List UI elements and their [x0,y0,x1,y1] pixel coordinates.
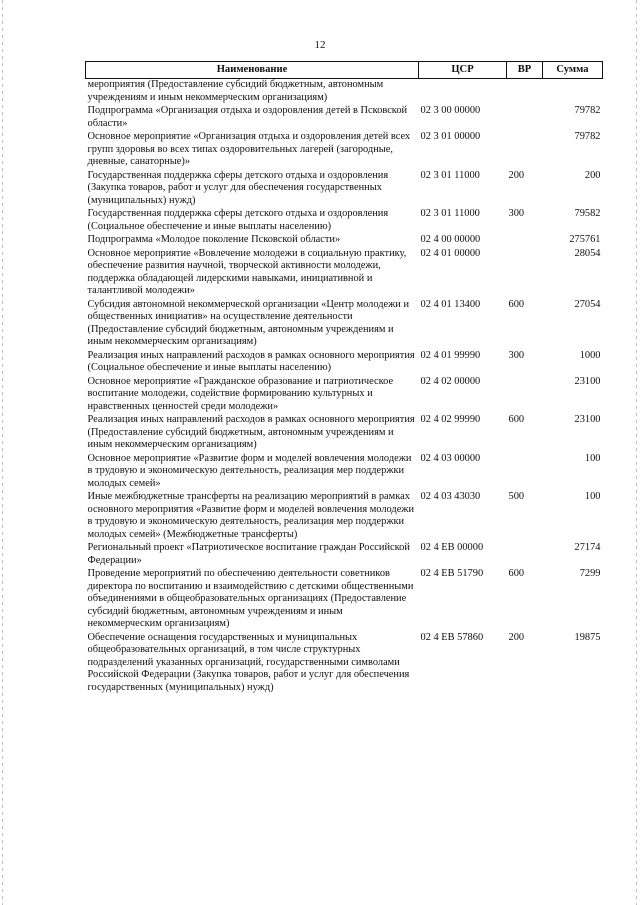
table-row [86,491,603,542]
row-name: Реализация иных направлений расходов в рамках основного мероприятия (Предоставление субсидий бюджетным, автономным учреждениям и иным некоммерческим организациям) [87,414,415,450]
row-sum: 19875 [574,631,601,643]
row-csr: 02 4 01 00000 [420,247,481,259]
row-sum: 23100 [574,375,601,387]
table-row [86,542,603,568]
row-sum: 79782 [574,131,601,142]
row-name: Региональный проект «Патриотическое воспитание граждан Российской Федерации» [87,542,410,566]
row-sum: 275761 [569,234,601,245]
row-name: Реализация иных направлений расходов в рамках основного мероприятия (Социальное обеспечение и иные выплаты населению) [87,349,415,373]
row-vr [507,131,543,170]
row-csr: 02 4 02 00000 [420,375,481,387]
budget-table [85,61,603,695]
row-sum: 100 [584,491,601,502]
row-name: Основное мероприятие «Вовлечение молодежи в социальную практику, обеспечение развития научной, творческой активности молодежи, поддержка обладающей лидерскими навыками, инициативной и талантливой молодежи» [87,247,407,296]
row-vr: 500 [508,491,525,502]
row-name: Субсидия автономной некоммерческой организации «Центр молодежи и общественных инициатив» на осуществление деятельности (Предоставление субсидий бюджетным, автономным учреждениям и иным некоммерческим организациям) [87,298,410,347]
row-vr [507,248,543,299]
row-csr: 02 3 01 11000 [420,208,480,219]
table-row [86,79,603,106]
header-csr: ЦСР [419,62,507,79]
row-sum: 27054 [574,298,601,310]
row-csr: 02 4 01 13400 [420,298,481,310]
row-vr: 300 [508,208,525,219]
page-number: 12 [314,39,326,51]
row-vr [507,105,543,131]
row-csr: 02 3 01 00000 [420,131,481,142]
scan-edge-left [2,0,3,905]
row-vr: 300 [508,349,525,361]
row-name: Государственная поддержка сферы детского отдыха и оздоровления (Социальное обеспечение и иные выплаты населению) [87,208,389,232]
row-vr [507,376,543,415]
row-sum: 200 [584,169,601,181]
row-sum: 23100 [574,414,601,425]
header-vr: ВР [507,62,543,79]
table-row [86,632,603,696]
row-name: Основное мероприятие «Организация отдыха и оздоровления детей всех групп здоровья во всех типах оздоровительных лагерей (загородные, дневные, санаторные)» [87,131,411,167]
row-name: Подпрограмма «Молодое поколение Псковской области» [87,234,341,245]
row-csr: 02 3 01 11000 [420,169,480,181]
row-sum: 100 [584,452,601,464]
row-sum: 79782 [574,105,601,116]
row-csr: 02 3 00 00000 [420,105,481,116]
table-row [86,376,603,415]
table-row [86,234,603,248]
row-sum: 27174 [574,542,601,553]
row-vr: 600 [508,298,525,310]
row-name: Иные межбюджетные трансферты на реализацию мероприятий в рамках основного мероприятия «Развитие форм и моделей вовлечения молодежи в трудовую и экономическую деятельность, реализация мер поддержки молодых семей» (Межбюджетные трансферты) [87,491,415,540]
row-sum: 79582 [574,208,601,219]
table-header-row [86,62,603,79]
row-name: Основное мероприятие «Развитие форм и моделей вовлечения молодежи в трудовую и экономическую деятельность, реализация мер поддержки молодых семей» [87,452,412,489]
row-csr: 02 4 ЕВ 51790 [420,568,484,579]
table-row [86,170,603,209]
row-name: Основное мероприятие «Гражданское образование и патриотическое воспитание молодежи, содействие формированию культурных и нравственных ценностей среди молодежи» [87,375,394,412]
row-name: Проведение мероприятий по обеспечению деятельности советников директора по воспитанию и взаимодействию с детскими общественными объединениями в общеобразовательных организациях (Предоставление субсидий бюджетным, автономным учреждениям и иным некоммерческим организациям) [87,568,414,629]
row-csr: 02 4 ЕВ 00000 [420,542,484,553]
row-csr: 02 4 03 00000 [420,452,481,464]
row-csr [419,79,507,106]
row-sum: 1000 [579,349,601,361]
row-vr: 600 [508,568,525,579]
row-vr: 200 [508,169,525,181]
table-row [86,350,603,376]
row-sum [543,79,603,106]
row-csr: 02 4 ЕВ 57860 [420,631,484,643]
scan-edge-right [636,0,637,905]
table-row [86,414,603,453]
row-sum: 7299 [579,568,601,579]
table-row [86,208,603,234]
row-vr [507,234,543,248]
row-vr [507,79,543,106]
row-sum: 28054 [574,247,601,259]
header-name: Наименование [86,62,419,79]
row-csr: 02 4 01 99990 [420,349,481,361]
row-csr: 02 4 02 99990 [420,414,481,425]
row-csr: 02 4 03 43030 [420,491,481,502]
row-vr [507,542,543,568]
row-vr: 200 [508,631,525,643]
row-name: мероприятия (Предоставление субсидий бюджетным, автономным учреждениям и иным некоммерческим организациям) [87,79,384,103]
table-row [86,453,603,492]
row-csr: 02 4 00 00000 [420,234,481,245]
table-row [86,105,603,131]
header-sum: Сумма [543,62,603,79]
row-vr: 600 [508,414,525,425]
table-row [86,299,603,350]
table-row [86,568,603,632]
row-vr [507,453,543,492]
row-name: Государственная поддержка сферы детского отдыха и оздоровления (Закупка товаров, работ и услуг для обеспечения государственных (муниципальных) нужд) [87,169,389,206]
table-row [86,248,603,299]
row-name: Подпрограмма «Организация отдыха и оздоровления детей в Псковской области» [87,105,408,129]
table-row [86,131,603,170]
row-name: Обеспечение оснащения государственных и муниципальных общеобразовательных организаций, в том числе структурных подразделений указанных организаций, государственными символами Российской Федерации (Закупка товаров, работ и услуг для обеспечения государственных (муниципальных) нужд) [87,631,410,693]
